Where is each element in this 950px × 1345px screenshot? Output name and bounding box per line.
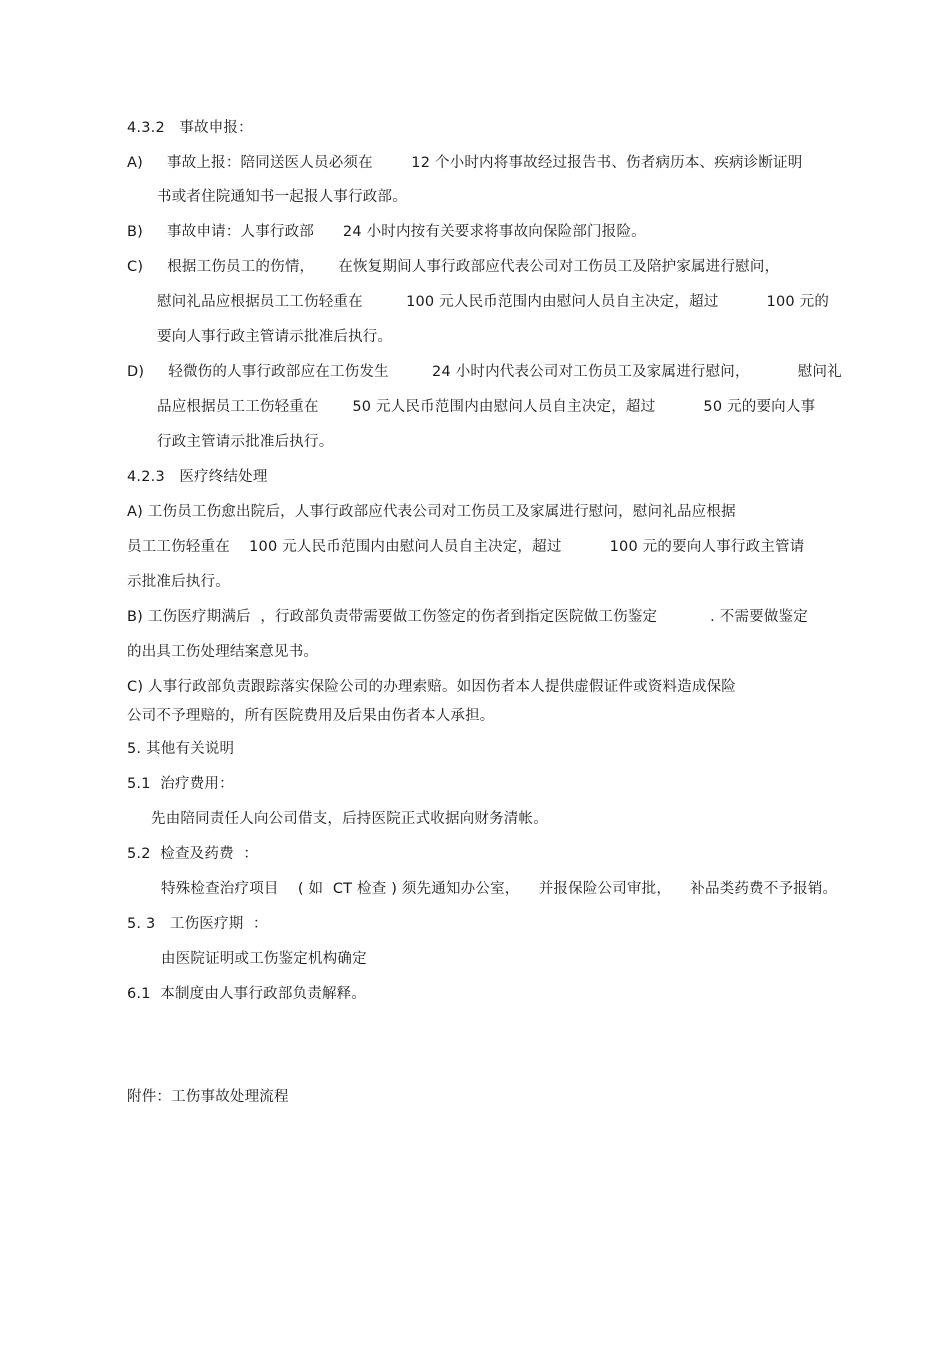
paragraph-a-discharge-line1: A) 工伤员工伤愈出院后，人事行政部应代表公司对工伤员工及家属进行慰问，慰问礼品应根据	[127, 504, 736, 520]
heading-5: 5. 其他有关说明	[127, 741, 235, 757]
paragraph-c-insurance-line1: C) 人事行政部负责跟踪落实保险公司的办理索赔。如因伤者本人提供虚假证件或资料造成保险	[127, 679, 736, 695]
paragraph-6-1: 6.1 本制度由人事行政部负责解释。	[127, 986, 367, 1002]
heading-4-2-3: 4.2.3 医疗终结处理	[127, 469, 268, 485]
attachment-note: 附件：工伤事故处理流程	[127, 1089, 289, 1105]
paragraph-b-medical-line1: B) 工伤医疗期满后 ，行政部负责带需要做工伤签定的伤者到指定医院做工伤鉴定 . 不需要做鉴定	[127, 609, 808, 625]
paragraph-5-3: 由医院证明或工伤鉴定机构确定	[161, 951, 367, 967]
paragraph-a-report-line2: 书或者住院通知书一起报人事行政部。	[157, 189, 407, 205]
paragraph-d-line2: 品应根据员工工伤轻重在 50 元人民币范围内由慰问人员自主决定，超过 50 元的要向人事	[157, 399, 816, 415]
paragraph-c-line1: C) 根据工伤员工的伤情， 在恢复期间人事行政部应代表公司对工伤员工及陪护家属进行慰问，	[127, 259, 780, 275]
paragraph-d-line1: D) 轻微伤的人事行政部应在工伤发生 24 小时内代表公司对工伤员工及家属进行慰问， 慰问礼	[127, 364, 842, 380]
paragraph-a-report-line1: A) 事故上报：陪同送医人员必须在 12 个小时内将事故经过报告书、伤者病历本、疾病诊断证明	[127, 155, 803, 171]
paragraph-b-application: B) 事故申请：人事行政部 24 小时内按有关要求将事故向保险部门报险。	[127, 224, 646, 240]
heading-5-1: 5.1 治疗费用：	[127, 776, 234, 792]
paragraph-b-medical-line2: 的出具工伤处理结案意见书。	[127, 644, 319, 660]
paragraph-c-line2: 慰问礼品应根据员工工伤轻重在 100 元人民币范围内由慰问人员自主决定，超过 100 元的	[157, 294, 830, 310]
paragraph-c-line3: 要向人事行政主管请示批准后执行。	[157, 329, 393, 345]
paragraph-a-discharge-line3: 示批准后执行。	[127, 574, 230, 590]
paragraph-5-2: 特殊检查治疗项目 ( 如 CT 检查 ) 须先通知办公室， 并报保险公司审批， 补品类药费不予报销。	[161, 881, 838, 897]
paragraph-5-1: 先由陪同责任人向公司借支，后持医院正式收据向财务清帐。	[151, 811, 548, 827]
paragraph-d-line3: 行政主管请示批准后执行。	[157, 434, 334, 450]
paragraph-a-discharge-line2: 员工工伤轻重在 100 元人民币范围内由慰问人员自主决定，超过 100 元的要向人事行政主管请	[127, 539, 805, 555]
paragraph-c-insurance-line2: 公司不予理赔的，所有医院费用及后果由伤者本人承担。	[127, 708, 495, 724]
heading-5-3: 5. 3 工伤医疗期 ：	[127, 916, 268, 932]
heading-4-3-2: 4.3.2 事故申报：	[127, 120, 253, 136]
heading-5-2: 5.2 检查及药费 ：	[127, 846, 259, 862]
